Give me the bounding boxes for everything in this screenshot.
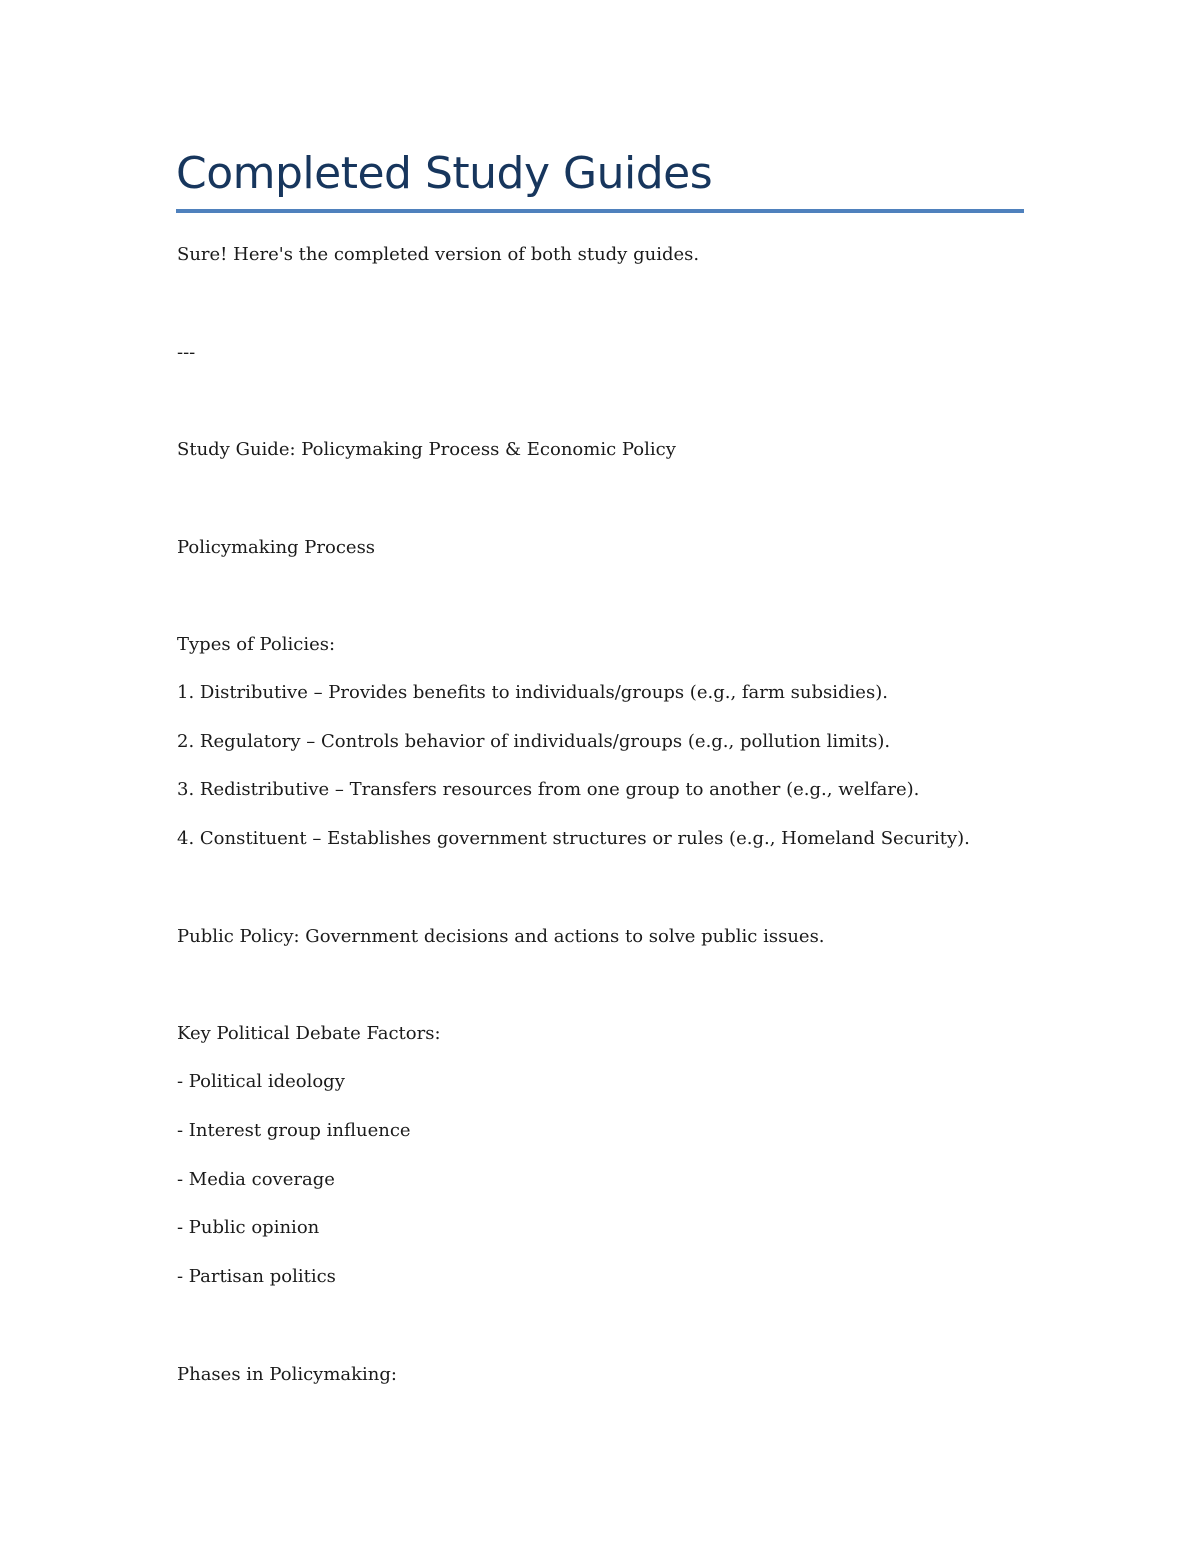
types-heading: Types of Policies: — [177, 634, 336, 655]
policy-type-item: 4. Constituent – Establishes government structures or rules (e.g., Homeland Security). — [177, 828, 970, 849]
policy-type-item: 1. Distributive – Provides benefits to individuals/groups (e.g., farm subsidies). — [177, 682, 888, 703]
policy-type-item: 3. Redistributive – Transfers resources from one group to another (e.g., welfare). — [177, 779, 920, 800]
policy-type-item: 2. Regulatory – Controls behavior of individuals/groups (e.g., pollution limits). — [177, 731, 891, 752]
factor-item: - Media coverage — [177, 1169, 335, 1190]
separator: --- — [177, 342, 196, 363]
factor-item: - Public opinion — [177, 1217, 320, 1238]
phases-heading: Phases in Policymaking: — [177, 1364, 397, 1385]
factors-heading: Key Political Debate Factors: — [177, 1023, 441, 1044]
public-policy-text: Public Policy: Government decisions and actions to solve public issues. — [177, 926, 825, 947]
factor-item: - Political ideology — [177, 1071, 345, 1092]
guide-title: Study Guide: Policymaking Process & Economic Policy — [177, 439, 676, 460]
intro-text: Sure! Here's the completed version of both study guides. — [177, 244, 700, 265]
title-underline — [176, 209, 1024, 213]
factor-item: - Partisan politics — [177, 1266, 336, 1287]
document-title: Completed Study Guides — [176, 148, 713, 199]
section-heading: Policymaking Process — [177, 537, 376, 558]
factor-item: - Interest group influence — [177, 1120, 411, 1141]
